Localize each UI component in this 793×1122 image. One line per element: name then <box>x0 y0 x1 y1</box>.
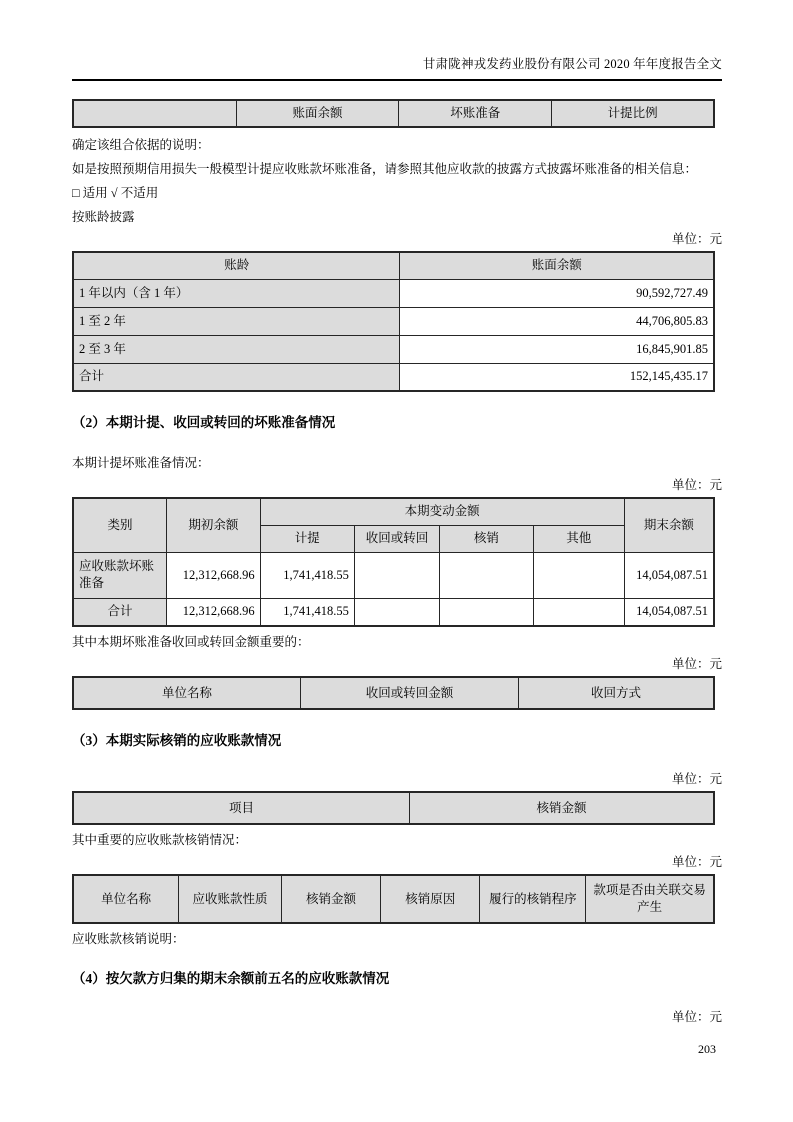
writeoff-important-note: 其中重要的应收账款核销情况： <box>72 833 248 847</box>
page-content <box>72 0 722 1029</box>
provision-row-closing: 14,054,087.51 <box>624 552 714 598</box>
provision-col-recovery: 收回或转回 <box>354 525 439 552</box>
writeoff-col-amount: 核销金额 <box>410 792 714 824</box>
provision-table <box>72 497 715 627</box>
unit-label: 单位：元 <box>671 657 722 671</box>
portfolio-col-bad-debt: 坏账准备 <box>399 100 552 127</box>
provision-col-closing: 期末余额 <box>624 498 714 552</box>
writeoff-explain-note: 应收账款核销说明： <box>72 932 185 946</box>
basis-note: 确定该组合依据的说明： <box>72 138 210 152</box>
aging-row-label: 1 至 2 年 <box>73 307 400 335</box>
writeoff-detail-col-reason: 核销原因 <box>381 875 480 923</box>
provision-note: 本期计提坏账准备情况： <box>72 456 210 470</box>
writeoff-detail-col-related-party: 款项是否由关联交易产生 <box>586 875 714 923</box>
aging-row-value: 44,706,805.83 <box>400 307 714 335</box>
recovery-important-note: 其中本期坏账准备收回或转回金额重要的： <box>72 635 310 649</box>
writeoff-col-item: 项目 <box>73 792 410 824</box>
provision-total-other <box>533 598 624 626</box>
portfolio-col-book-balance: 账面余额 <box>236 100 398 127</box>
provision-row-recovery <box>354 552 439 598</box>
unit-label: 单位：元 <box>671 772 722 786</box>
unit-label: 单位：元 <box>671 232 722 246</box>
aging-row-total-label: 合计 <box>73 363 400 391</box>
provision-total-category: 合计 <box>73 598 167 626</box>
recovery-col-amount: 收回或转回金额 <box>301 677 519 709</box>
writeoff-detail-col-amount: 核销金额 <box>281 875 380 923</box>
aging-row-total-value: 152,145,435.17 <box>400 363 714 391</box>
provision-total-opening: 12,312,668.96 <box>167 598 261 626</box>
provision-row-category: 应收账款坏账准备 <box>73 552 167 598</box>
section-title-4: （4）按欠款方归集的期末余额前五名的应收账款情况 <box>72 971 390 986</box>
provision-total-writeoff <box>440 598 534 626</box>
writeoff-detail-col-unit-name: 单位名称 <box>73 875 179 923</box>
unit-label: 单位：元 <box>671 478 722 492</box>
provision-col-category: 类别 <box>73 498 167 552</box>
aging-row-value: 90,592,727.49 <box>400 279 714 307</box>
provision-col-other: 其他 <box>533 525 624 552</box>
provision-row-accrual: 1,741,418.55 <box>260 552 354 598</box>
provision-col-change-group: 本期变动金额 <box>260 498 624 525</box>
portfolio-col-empty <box>73 100 236 127</box>
provision-total-closing: 14,054,087.51 <box>624 598 714 626</box>
provision-row-other <box>533 552 624 598</box>
aging-col-balance: 账面余额 <box>400 252 714 279</box>
portfolio-col-ratio: 计提比例 <box>552 100 714 127</box>
ecl-note: 如是按照预期信用损失一般模型计提应收账款坏账准备，请参照其他应收款的披露方式披露坏账准备的相关信息： <box>72 162 698 176</box>
section-title-2: （2）本期计提、收回或转回的坏账准备情况 <box>72 415 336 430</box>
recovery-col-method: 收回方式 <box>518 677 714 709</box>
provision-total-recovery <box>354 598 439 626</box>
aging-row-value: 16,845,901.85 <box>400 335 714 363</box>
table-row <box>73 307 714 335</box>
writeoff-detail-table <box>72 874 715 924</box>
table-row <box>73 335 714 363</box>
provision-row-opening: 12,312,668.96 <box>167 552 261 598</box>
recovery-table <box>72 676 715 710</box>
recovery-col-unit-name: 单位名称 <box>73 677 301 709</box>
unit-label: 单位：元 <box>671 1010 722 1024</box>
provision-row-writeoff <box>440 552 534 598</box>
table-row <box>73 279 714 307</box>
aging-table <box>72 251 715 392</box>
page-number: 203 <box>698 1042 716 1056</box>
aging-disclosure-label: 按账龄披露 <box>72 210 135 224</box>
table-row <box>73 363 714 391</box>
writeoff-detail-col-nature: 应收账款性质 <box>179 875 282 923</box>
unit-label: 单位：元 <box>671 855 722 869</box>
table-row <box>73 552 714 598</box>
aging-col-age: 账龄 <box>73 252 400 279</box>
aging-row-label: 1 年以内（含 1 年） <box>73 279 400 307</box>
aging-row-label: 2 至 3 年 <box>73 335 400 363</box>
report-header-title: 甘肃陇神戎发药业股份有限公司 2020 年年度报告全文 <box>72 0 722 81</box>
provision-col-accrual: 计提 <box>260 525 354 552</box>
section-title-3: （3）本期实际核销的应收账款情况 <box>72 733 282 748</box>
writeoff-detail-col-procedure: 履行的核销程序 <box>480 875 586 923</box>
provision-total-accrual: 1,741,418.55 <box>260 598 354 626</box>
table-row <box>73 598 714 626</box>
writeoff-table <box>72 791 715 825</box>
provision-col-writeoff: 核销 <box>440 525 534 552</box>
applicable-line: □ 适用 √ 不适用 <box>72 186 159 200</box>
provision-col-opening: 期初余额 <box>167 498 261 552</box>
portfolio-table <box>72 99 715 128</box>
